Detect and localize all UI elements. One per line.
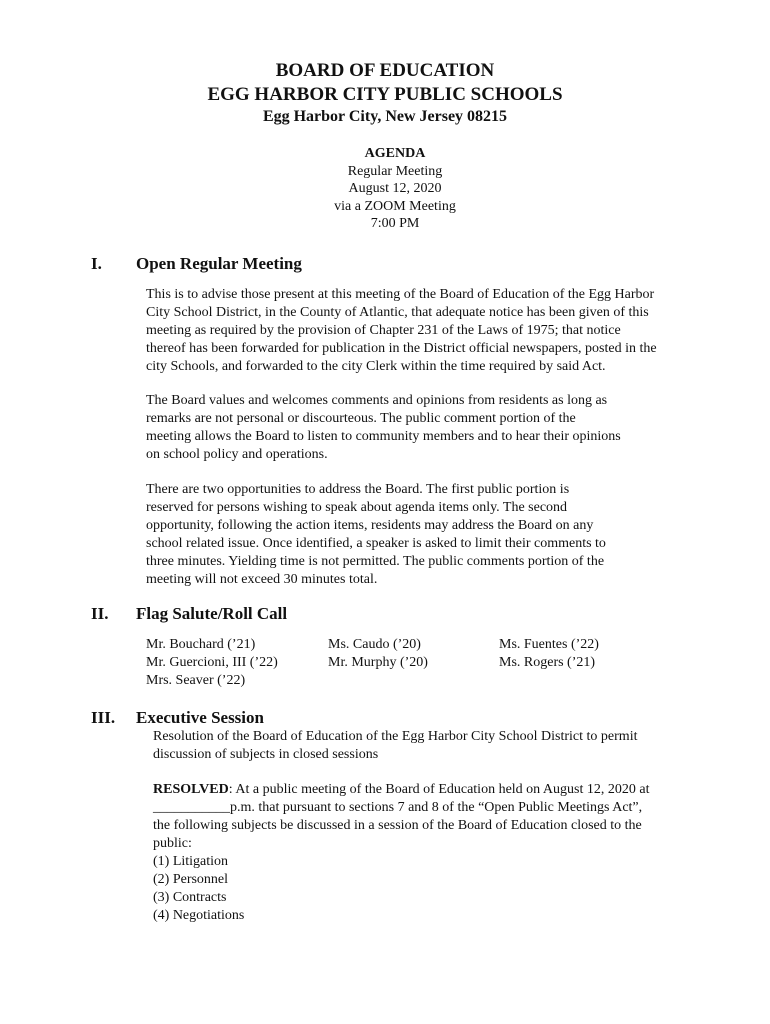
resolved-first-line [153,781,649,799]
text-line: thereof has been forwarded for publication in the District official newspapers, posted in the [146,341,657,356]
text-line: reserved for persons wishing to speak about agenda items only. The second [146,500,568,515]
text-line: discussion of subjects in closed sessions [153,747,379,762]
meeting-date: August 12, 2020 [348,181,442,196]
text-line: public: [153,836,192,851]
agenda-block [0,145,770,233]
section-2-number: II. [91,604,109,623]
section-1-number: I. [91,254,102,273]
roll-call-member: Mr. Guercioni, III (’22) [146,655,278,670]
text-line: meeting will not exceed 30 minutes total. [146,572,378,587]
text-line: city Schools, and forwarded to the city Clerk within the time required by said Act. [146,359,606,374]
executive-session-paragraph [153,728,637,764]
meeting-venue: via a ZOOM Meeting [334,198,456,214]
board-title: BOARD OF EDUCATION [275,60,495,81]
notice-paragraph [146,286,657,376]
text-line: three minutes. Yielding time is not permitted. The public comments portion of the [146,554,605,569]
meeting-time: 7:00 PM [370,216,420,231]
roll-call-member: Mr. Murphy (’20) [328,655,428,670]
list-item: (3) Contracts [153,890,227,905]
list-item: (1) Litigation [153,854,229,869]
text-line: There are two opportunities to address the Board. The first public portion is [146,482,570,497]
resolved-text: : At a public meeting of the Board of Education held on August 12, 2020 at [228,782,650,797]
resolved-paragraph [153,781,649,925]
roll-call-member: Ms. Caudo (’20) [328,637,421,652]
opportunities-paragraph [146,481,606,589]
text-line: meeting as required by the provision of Chapter 231 of the Laws of 1975; that notice [146,323,621,338]
roll-call-member: Ms. Fuentes (’22) [499,637,599,652]
section-1-title: Open Regular Meeting [136,254,302,273]
text-line: the following subjects be discussed in a session of the Board of Education closed to the [153,818,642,833]
district-address: Egg Harbor City, New Jersey 08215 [262,108,508,125]
text-line: ___________p.m. that pursuant to sections 7 and 8 of the “Open Public Meetings Act”, [153,800,643,815]
text-line: remarks are not personal or discourteous. The public comment portion of the [146,411,576,426]
section-3-title: Executive Session [136,708,264,727]
agenda-title: AGENDA [364,146,426,161]
roll-call-member: Ms. Rogers (’21) [499,655,596,670]
text-line: opportunity, following the action items, residents may address the Board on any [146,518,594,533]
text-line: on school policy and operations. [146,447,328,462]
resolved-label: RESOLVED [153,782,229,797]
list-item: (2) Personnel [153,872,229,887]
section-3-number: III. [91,708,116,727]
text-line: meeting allows the Board to listen to community members and to hear their opinions [146,429,621,444]
text-line: school related issue. Once identified, a speaker is asked to limit their comments to [146,536,606,551]
roll-call-member: Mr. Bouchard (’21) [146,637,256,652]
public-comment-paragraph [146,392,621,464]
district-title: EGG HARBOR CITY PUBLIC SCHOOLS [207,84,563,105]
list-item: (4) Negotiations [153,908,245,923]
text-line: This is to advise those present at this meeting of the Board of Education of the Egg Harbor [146,287,655,302]
text-line: City School District, in the County of Atlantic, that adequate notice has been given of this [146,305,649,320]
roll-call-member: Mrs. Seaver (’22) [146,673,246,688]
meeting-type: Regular Meeting [347,163,443,179]
text-line: The Board values and welcomes comments and opinions from residents as long as [146,393,608,408]
section-2-title: Flag Salute/Roll Call [136,604,288,623]
text-line: Resolution of the Board of Education of the Egg Harbor City School District to permit [153,729,638,744]
